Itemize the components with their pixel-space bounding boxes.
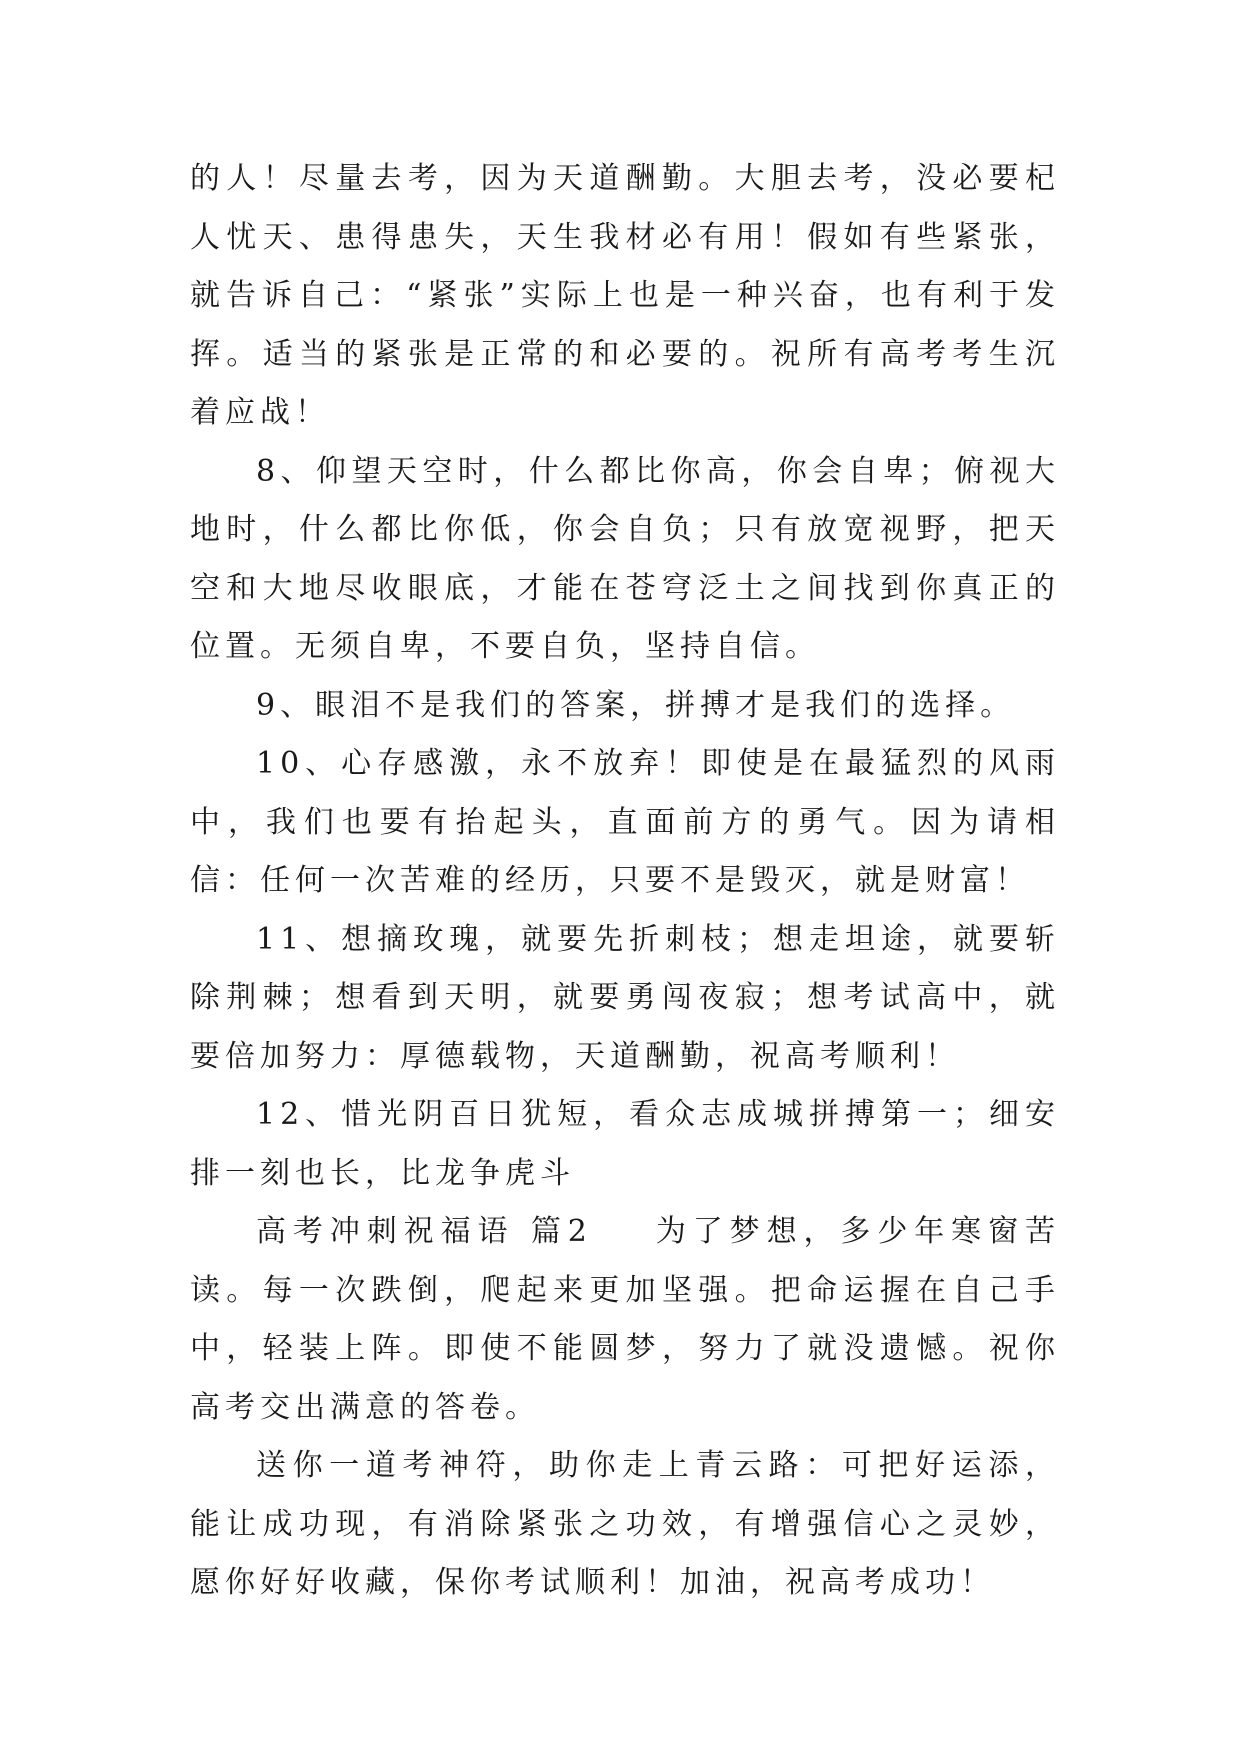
- section-heading: 高考冲刺祝福语 篇2: [256, 1214, 592, 1249]
- paragraph-item-11: 11、想摘玫瑰，就要先折刺枝；想走坦途，就要斩除荆棘；想看到天明，就要勇闯夜寂；想考试高中，就要倍加努力：厚德载物，天道酬勤，祝高考顺利！: [190, 921, 1060, 1074]
- paragraph-item-9: 9、眼泪不是我们的答案，拼搏才是我们的选择。: [256, 687, 1016, 723]
- section-first-text: 为了梦想，多少年寒窗苦读。每一次跌倒，爬起来更加坚强。把命运握在自己手中，轻装上阵。即使不能圆梦，努力了就没遗憾。祝你高考交出满意的答卷。: [190, 1214, 1061, 1425]
- paragraph-item-12: 12、惜光阴百日犹短，看众志成城拼搏第一；细安排一刻也长，比龙争虎斗: [190, 1097, 1060, 1191]
- section-paragraph: [190, 1203, 1060, 1437]
- document-body: [190, 150, 1060, 1613]
- paragraph-item-10: 10、心存感激，永不放弃！即使是在最猛烈的风雨中，我们也要有抬起头，直面前方的勇气。因为请相信：任何一次苦难的经历，只要不是毁灭，就是财富！: [190, 746, 1060, 898]
- paragraph-closing: 送你一道考神符，助你走上青云路：可把好运添，能让成功现，有消除紧张之功效，有增强信心之灵妙，愿你好好收藏，保你考试顺利！加油，祝高考成功！: [190, 1448, 1060, 1600]
- paragraph-item-8: 8、仰望天空时，什么都比你高，你会自卑；俯视大地时，什么都比你低，你会自负；只有放宽视野，把天空和大地尽收眼底，才能在苍穹泛土之间找到你真正的位置。无须自卑，不要自负，坚持自信。: [190, 453, 1060, 664]
- paragraph-continuation: 的人！尽量去考，因为天道酬勤。大胆去考，没必要杞人忧天、患得患失，天生我材必有用！假如有些紧张，就告诉自己：“紧张”实际上也是一种兴奋，也有利于发挥。适当的紧张是正常的和必要的。祝所有高考考生沉着应战！: [190, 161, 1060, 430]
